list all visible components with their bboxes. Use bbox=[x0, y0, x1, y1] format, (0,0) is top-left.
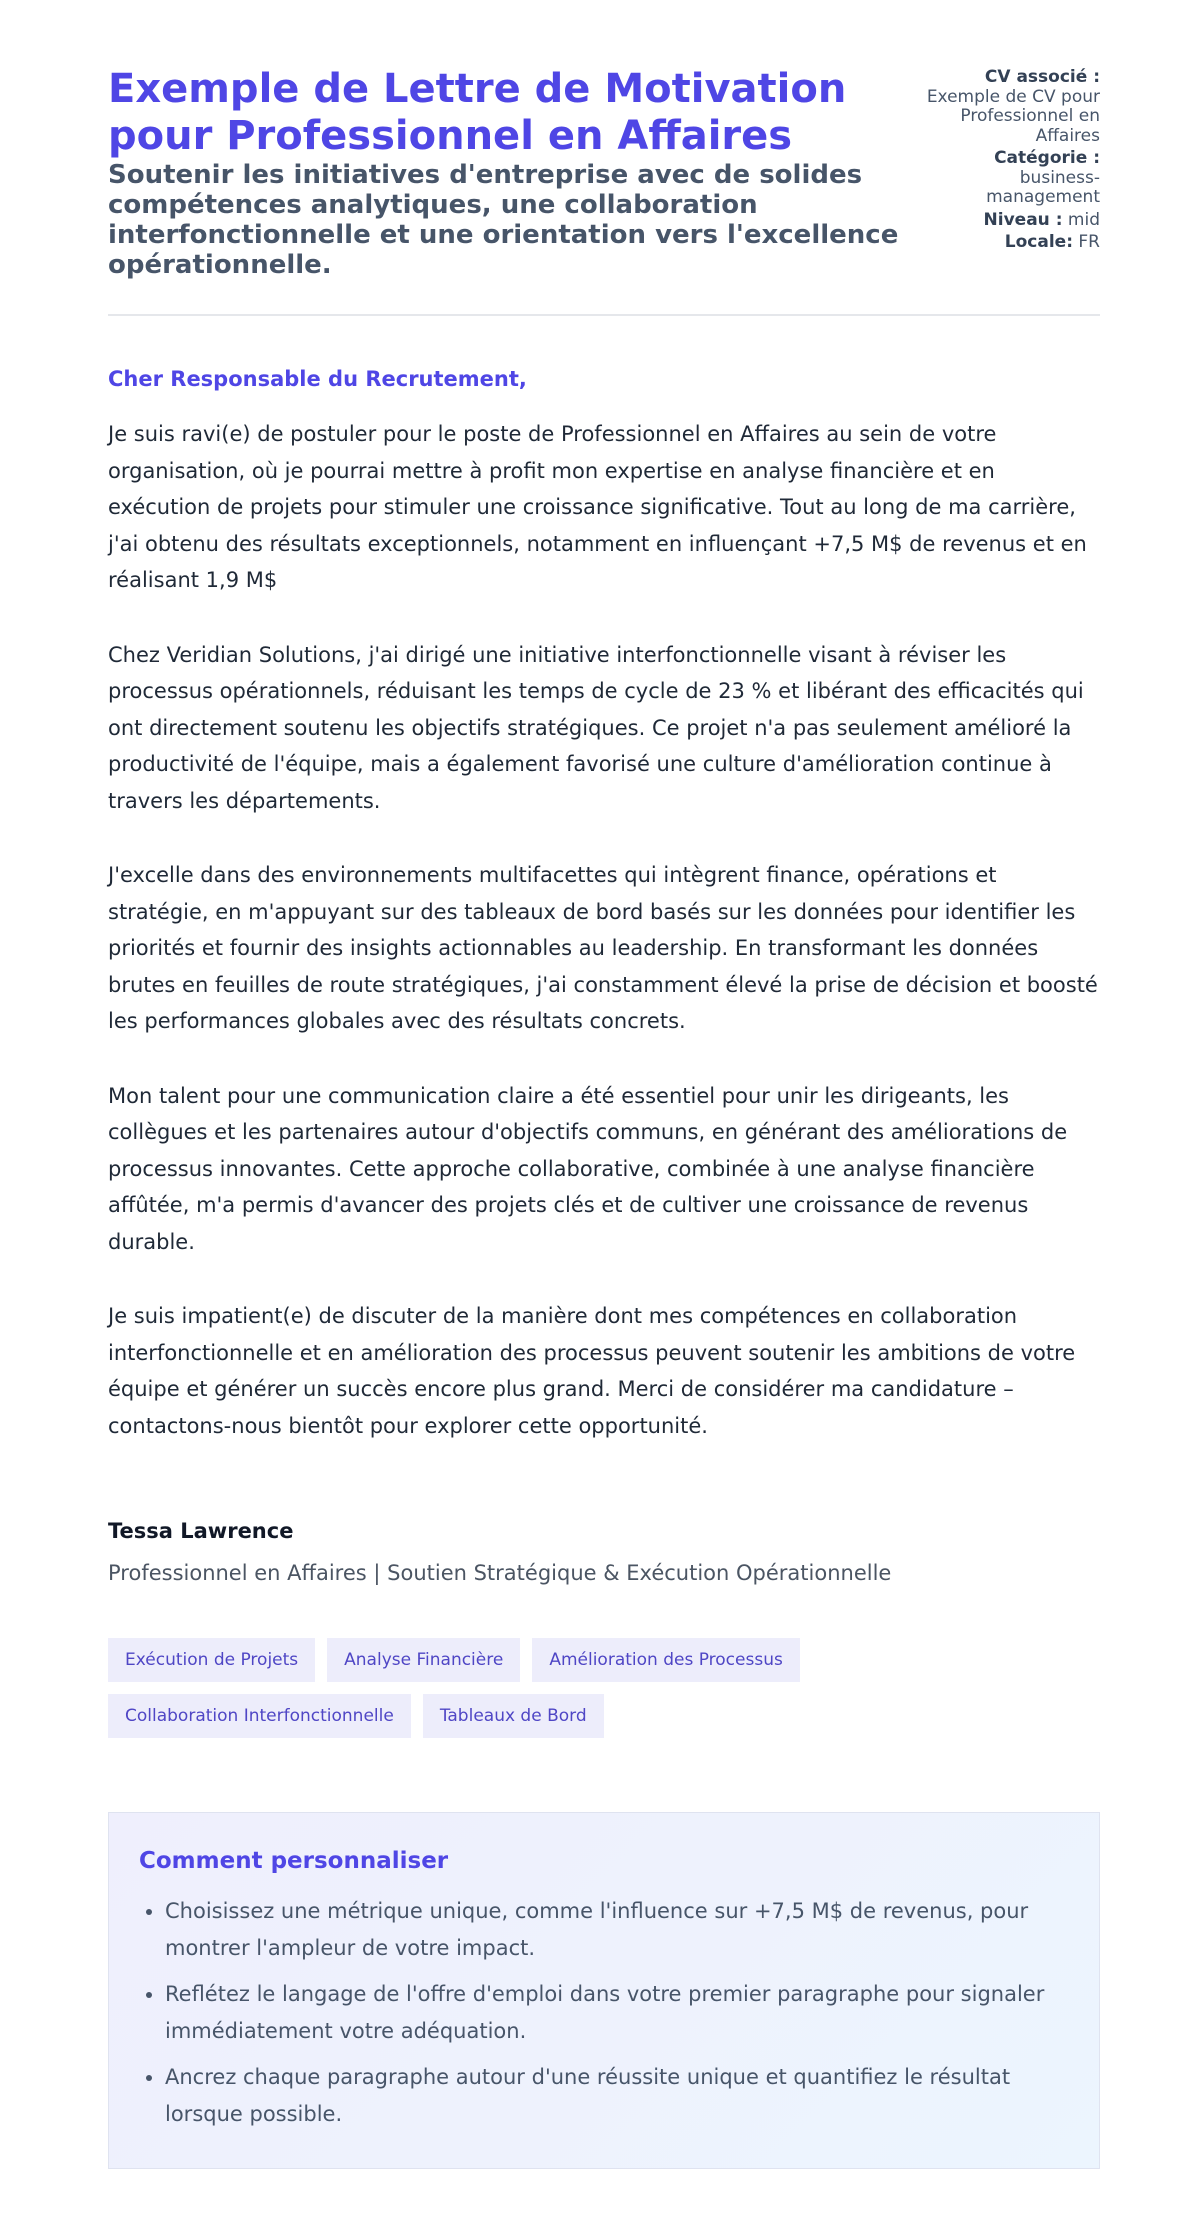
page-title: Exemple de Lettre de Motivation pour Professionnel en Affaires bbox=[108, 66, 847, 159]
skill-tag[interactable]: Exécution de Projets bbox=[108, 1638, 315, 1682]
skill-tags bbox=[108, 1638, 828, 1738]
meta-panel bbox=[920, 66, 1100, 256]
letter-paragraph: J'excelle dans des environnements multifacettes qui intègrent finance, opérations et stratégie, en m'appuyant sur des tableaux de bord basés sur les données pour identifier les priorités et fournir des insights actionnables au leadership. En transformant les données brutes en feuilles de route stratégiques, j'ai constamment élevé la prise de décision et boosté les performances globales avec des résultats concrets. bbox=[108, 863, 1098, 1033]
meta-cv-value: Exemple de CV pour Professionnel en Affaires bbox=[926, 86, 1100, 146]
meta-category bbox=[920, 149, 1100, 208]
letter-greeting: Cher Responsable du Recrutement, bbox=[108, 367, 527, 391]
skill-tag[interactable]: Collaboration Interfonctionnelle bbox=[108, 1694, 411, 1738]
letter-body bbox=[108, 366, 1100, 1444]
meta-locale-value: FR bbox=[1078, 232, 1100, 252]
skill-tag[interactable]: Amélioration des Processus bbox=[532, 1638, 800, 1682]
meta-locale bbox=[920, 233, 1100, 253]
meta-category-label: Catégorie : bbox=[994, 148, 1100, 168]
tips-list bbox=[139, 1893, 1069, 2132]
meta-cv-label: CV associé : bbox=[984, 67, 1100, 87]
letter-paragraph: Chez Veridian Solutions, j'ai dirigé une initiative interfonctionnelle visant à réviser les processus opérationnels, réduisant les temps de cycle de 23 % et libérant des efficacités qui ont directement soutenu les objectifs stratégiques. Ce projet n'a pas seulement amélioré la productivité de l'équipe, mais a également favorisé une culture d'amélioration continue à travers les départements. bbox=[108, 642, 1084, 813]
meta-level-label: Niveau : bbox=[983, 209, 1063, 230]
meta-locale-label: Locale: bbox=[1004, 232, 1073, 252]
skill-tag[interactable]: Tableaux de Bord bbox=[423, 1694, 604, 1738]
signature-title: Professionnel en Affaires | Soutien Stratégique & Exécution Opérationnelle bbox=[108, 1561, 892, 1585]
meta-category-value: business-management bbox=[986, 167, 1100, 207]
page-subtitle: Soutenir les initiatives d'entreprise avec de solides compétences analytiques, une collaboration interfonctionnelle et une orientation vers l'excellence opérationnelle. bbox=[108, 160, 899, 280]
header-title-block bbox=[108, 66, 908, 280]
meta-level bbox=[920, 211, 1100, 231]
letter-paragraph: Mon talent pour une communication claire a été essentiel pour unir les dirigeants, les collègues et les partenaires autour d'objectifs communs, en générant des améliorations de processus innovantes. Cette approche collaborative, combinée à une analyse financière affûtée, m'a permis d'avancer des projets clés et de cultiver une croissance de revenus durable. bbox=[108, 1083, 1068, 1254]
tip-item: • Ancrez chaque paragraphe autour d'une réussite unique et quantifiez le résultat lorsque possible. bbox=[165, 2059, 1069, 2132]
letter-paragraph: Je suis impatient(e) de discuter de la manière dont mes compétences en collaboration interfonctionnelle et en amélioration des processus peuvent soutenir les ambitions de votre équipe et générer un succès encore plus grand. Merci de considérer ma candidature – contactons-nous bientôt pour explorer cette opportunité. bbox=[108, 1304, 1076, 1438]
meta-cv bbox=[920, 68, 1100, 146]
signature-block bbox=[108, 1518, 1100, 1586]
tip-item: • Reflétez le langage de l'offre d'emploi dans votre premier paragraphe pour signaler immédiatement votre adéquation. bbox=[165, 1976, 1069, 2049]
skill-tag[interactable]: Analyse Financière bbox=[327, 1638, 520, 1682]
tip-item: • Choisissez une métrique unique, comme l'influence sur +7,5 M$ de revenus, pour montrer l'ampleur de votre impact. bbox=[165, 1893, 1069, 1966]
cover-letter-page bbox=[108, 0, 1100, 2169]
letter-paragraph: Je suis ravi(e) de postuler pour le poste de Professionnel en Affaires au sein de votre organisation, où je pourrai mettre à profit mon expertise en analyse financière et en exécution de projets pour stimuler une croissance significative. Tout au long de ma carrière, j'ai obtenu des résultats exceptionnels, notamment en influençant +7,5 M$ de revenus et en réalisant 1,9 M$ bbox=[108, 422, 1087, 592]
page-header bbox=[108, 66, 1100, 280]
customization-tips-box bbox=[108, 1812, 1100, 2169]
header-divider bbox=[108, 314, 1100, 316]
meta-level-value: mid bbox=[1067, 209, 1100, 230]
signature-name: Tessa Lawrence bbox=[108, 1519, 294, 1543]
tips-title: Comment personnaliser bbox=[139, 1848, 449, 1874]
